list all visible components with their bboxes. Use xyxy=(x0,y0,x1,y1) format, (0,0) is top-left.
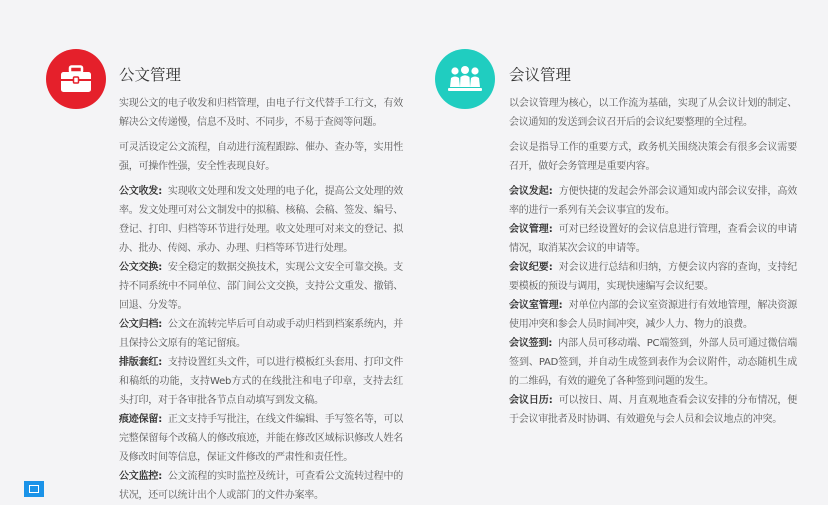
feature-item xyxy=(509,182,797,220)
feature-term: 会议日历: xyxy=(509,395,553,406)
meeting-people-icon xyxy=(435,49,495,109)
feature-desc: 正文支持手写批注，在线文件编辑、手写签名等，可以完整保留每个改稿人的修改痕迹，并能在修改区域标识修改人姓名及修改时间等信息，保证文件修改的严肃性和责任性。 xyxy=(119,414,404,463)
feature-term: 会议签到: xyxy=(509,338,553,349)
feature-item xyxy=(119,258,403,315)
intro-paragraph: 会议是指导工作的重要方式，政务机关围绕决策会有很多会议需要召开，做好会务管理是重要内容。 xyxy=(509,142,797,172)
feature-desc: 支持设置红头文件，可以进行模板红头套用、打印文件和稿纸的功能，支持Web方式的在线批注和电子印章，支持去红头打印，对于各审批各节点自动填写到发文稿。 xyxy=(119,357,404,406)
feature-term: 排版套红: xyxy=(119,357,162,368)
feature-item xyxy=(509,391,797,429)
feature-desc: 方便快捷的发起会外部会议通知或内部会议安排，高效率的进行一系列有关会议事宜的发布。 xyxy=(509,186,798,216)
window-icon xyxy=(29,485,39,493)
feature-desc: 内部人员可移动端、PC端签到，外部人员可通过微信端签到、PAD签到，并自动生成签到表作为会议附件，动态随机生成的二维码，有效的避免了各种签到问题的发生。 xyxy=(509,338,798,387)
intro-paragraph: 实现公文的电子收发和归档管理，由电子行文代替手工行文，有效解决公文传递慢，信息不及时、不同步，不易于查阅等问题。 xyxy=(119,98,403,128)
feature-term: 会议室管理: xyxy=(509,300,563,311)
intro-paragraph: 可灵活设定公文流程，自动进行流程跟踪、催办、查办等，实用性强，可操作性强，安全性表现良好。 xyxy=(119,142,403,172)
section-body xyxy=(509,94,797,429)
feature-item xyxy=(509,334,797,391)
section-title: 会议管理 xyxy=(509,66,572,84)
feature-desc: 对会议进行总结和归纳，方便会议内容的查询，支持纪要模板的预设与调用，实现快速编写会议纪要。 xyxy=(509,262,798,292)
feature-item xyxy=(509,258,797,296)
feature-term: 公文监控: xyxy=(119,471,162,482)
feature-item xyxy=(119,467,403,505)
feature-item xyxy=(509,296,797,334)
feature-term: 会议发起: xyxy=(509,186,553,197)
feature-item xyxy=(509,220,797,258)
feature-term: 公文交换: xyxy=(119,262,162,273)
feature-desc: 公文在流转完毕后可自动或手动归档到档案系统内，并且保持公文原有的笔记留痕。 xyxy=(119,319,404,349)
section-body xyxy=(119,94,403,505)
feature-item xyxy=(119,353,403,410)
feature-desc: 可以按日、周、月直观地查看会议安排的分布情况，便于会议审批者及时协调、有效避免与会人员和会议地点的冲突。 xyxy=(509,395,798,425)
feature-term: 公文收发: xyxy=(119,186,162,197)
feature-item xyxy=(119,315,403,353)
section-title: 公文管理 xyxy=(119,66,182,84)
feature-desc: 对单位内部的会议室资源进行有效地管理，解决资源使用冲突和参会人员时间冲突，减少人力、物力的浪费。 xyxy=(509,300,798,330)
feature-desc: 安全稳定的数据交换技术，实现公文安全可靠交换。支持不同系统中不同单位、部门间公文交换，支持公文重发、撤销、回退、分发等。 xyxy=(119,262,404,311)
feature-item xyxy=(119,410,403,467)
feature-desc: 可对已经设置好的会议信息进行管理，查看会议的申请情况，取消某次会议的申请等。 xyxy=(509,224,798,254)
feature-term: 痕迹保留: xyxy=(119,414,162,425)
corner-window-button[interactable] xyxy=(24,481,44,497)
intro-paragraph: 以会议管理为核心，以工作流为基础，实现了从会议计划的制定、会议通知的发送到会议召开后的会议纪要整理的全过程。 xyxy=(509,98,797,128)
feature-desc: 实现收文处理和发文处理的电子化，提高公文处理的效率。发文处理可对公文制发中的拟稿、核稿、会稿、签发、编号、登记、打印、归档等环节进行处理。收文处理可对来文的登记、拟办、批办、传阅、承办、办理、归档等环节进行处理。 xyxy=(119,186,404,254)
feature-term: 会议纪要: xyxy=(509,262,553,273)
briefcase-icon xyxy=(46,49,106,109)
feature-desc: 公文流程的实时监控及统计，可查看公文流转过程中的状况，还可以统计出个人或部门的文件办案率。 xyxy=(119,471,404,501)
feature-item xyxy=(119,182,403,258)
feature-term: 会议管理: xyxy=(509,224,553,235)
feature-term: 公文归档: xyxy=(119,319,162,330)
